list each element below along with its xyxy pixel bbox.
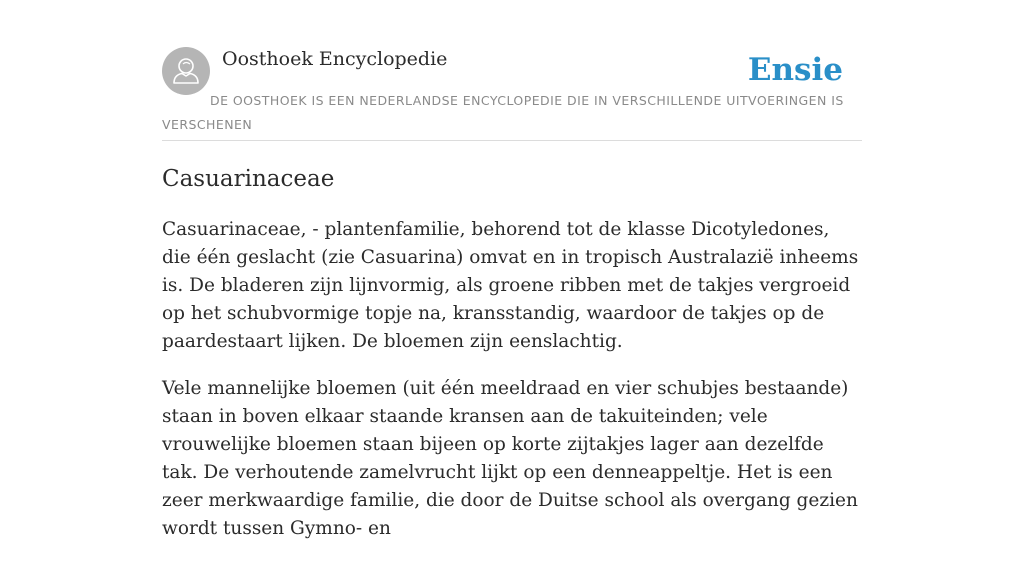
article-body <box>162 216 862 562</box>
site-name[interactable]: Oosthoek Encyclopedie <box>222 48 448 70</box>
article-title: Casuarinaceae <box>162 166 335 192</box>
site-tagline: DE OOSTHOEK IS EEN NEDERLANDSE ENCYCLOPEDIE DIE IN VERSCHILLENDE UITVOERINGEN IS VERSCHENEN <box>162 93 844 132</box>
page <box>162 0 862 539</box>
user-silhouette-icon <box>162 47 210 95</box>
site-header <box>162 0 862 141</box>
brand-logo-link[interactable]: Ensie <box>747 52 843 88</box>
avatar[interactable] <box>162 47 210 95</box>
article-paragraph: Casuarinaceae, - plantenfamilie, behorend tot de klasse Dicotyledones, die één geslacht (zie Casuarina) omvat en in tropisch Australazië inheems is. De bladeren zijn lijnvormig, als groene ribben met de takjes vergroeid op het schubvormige topje na, kransstandig, waardoor de takjes op de paardestaart lijken. De bloemen zijn eenslachtig. <box>162 219 859 352</box>
article-paragraph: Vele mannelijke bloemen (uit één meeldraad en vier schubjes bestaande) staan in boven elkaar staande kransen aan de takuiteinden; vele vrouwelijke bloemen staan bijeen op korte zijtakjes lager aan dezelfde tak. De verhoutende zamelvrucht lijkt op een denneappeltje. Het is een zeer merkwaardige familie, die door de Duitse school als overgang gezien wordt tussen Gymno- en <box>162 378 858 539</box>
